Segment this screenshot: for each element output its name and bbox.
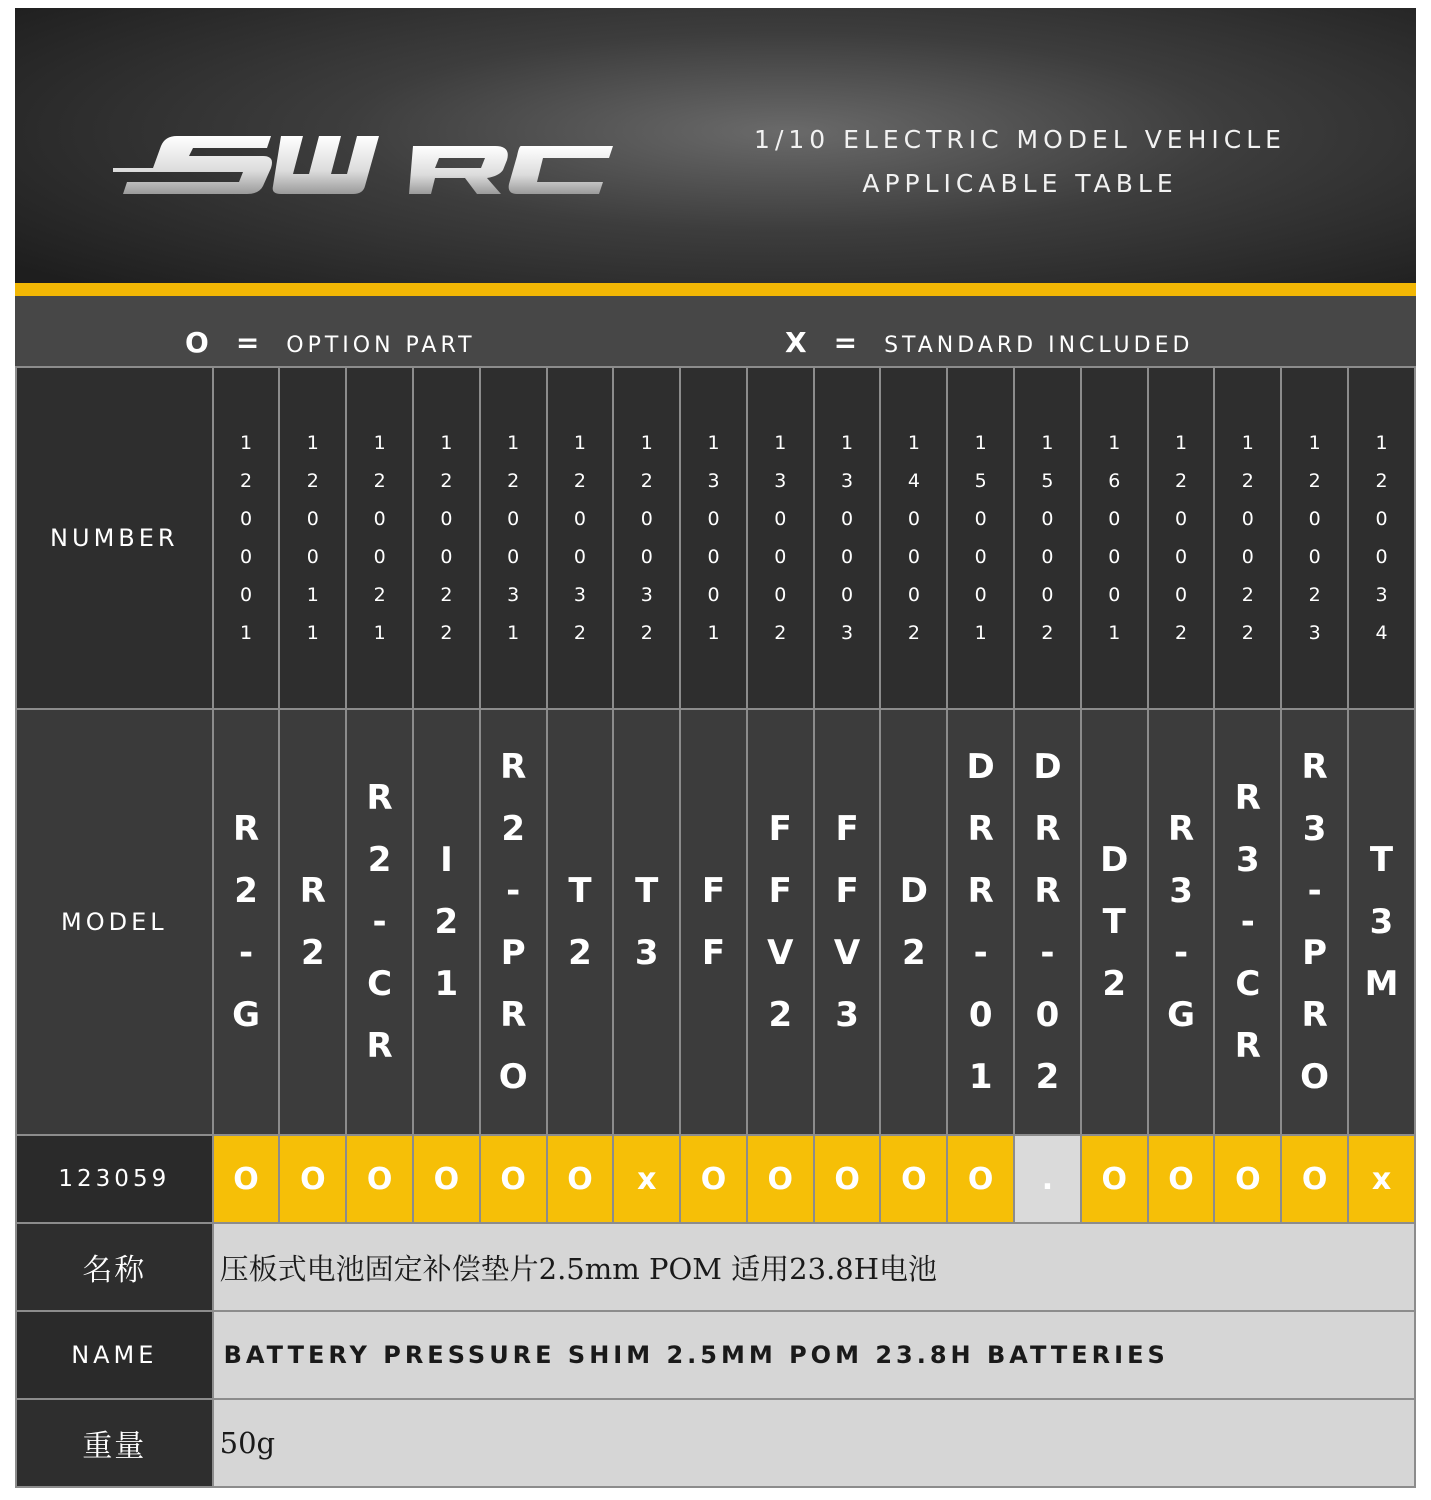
weight-label: 重量 xyxy=(16,1399,213,1487)
model-char: P xyxy=(1302,933,1328,973)
model-cell xyxy=(213,709,280,1135)
model-cell xyxy=(1281,709,1348,1135)
legend-option xyxy=(185,326,476,359)
model-char: 2 xyxy=(902,933,926,973)
mark-cell: O xyxy=(346,1135,413,1223)
model-char: R xyxy=(232,809,260,849)
number-char: 0 xyxy=(239,584,253,606)
model-char: R xyxy=(1301,995,1328,1035)
model-char: 3 xyxy=(1236,840,1260,880)
number-cell xyxy=(1014,367,1081,709)
mark-cell: O xyxy=(947,1135,1014,1223)
number-char: 1 xyxy=(373,432,386,454)
number-char: 0 xyxy=(841,508,854,530)
number-char: 0 xyxy=(841,584,854,606)
number-char: 0 xyxy=(306,546,319,568)
model-char: 1 xyxy=(434,964,459,1004)
number-char: 6 xyxy=(1108,470,1121,492)
number-cell xyxy=(747,367,814,709)
model-cell xyxy=(1014,709,1081,1135)
model-char: 3 xyxy=(634,933,659,973)
name-en-label: NAME xyxy=(16,1311,213,1399)
number-char: 1 xyxy=(974,432,987,454)
number-char: 0 xyxy=(440,546,453,568)
model-char: - xyxy=(372,902,387,942)
model-char: T xyxy=(635,871,659,911)
number-char: 0 xyxy=(907,546,920,568)
number-char: 2 xyxy=(373,470,386,492)
legend-standard-equals: = xyxy=(833,326,862,359)
number-char: 0 xyxy=(774,508,787,530)
model-char: O xyxy=(1300,1057,1330,1097)
model-char: R xyxy=(1234,778,1261,818)
header-title xyxy=(715,118,1325,206)
model-char: D xyxy=(1100,840,1129,880)
mark-cell: O xyxy=(1148,1135,1215,1223)
number-char: 2 xyxy=(373,584,386,606)
number-char: 1 xyxy=(707,432,720,454)
number-char: 0 xyxy=(774,584,787,606)
model-char: 2 xyxy=(434,902,459,942)
model-char: R xyxy=(500,747,527,787)
mark-cell: O xyxy=(880,1135,947,1223)
model-char: 2 xyxy=(1102,964,1127,1004)
model-cell xyxy=(1214,709,1281,1135)
legend-option-equals: = xyxy=(235,326,264,359)
legend-option-symbol: O xyxy=(185,326,213,359)
model-char: F xyxy=(835,871,859,911)
number-char: 4 xyxy=(907,470,920,492)
header-banner xyxy=(15,8,1416,283)
number-char: 2 xyxy=(573,622,587,644)
model-cell xyxy=(279,709,346,1135)
number-char: 1 xyxy=(507,622,520,644)
number-char: 2 xyxy=(573,470,587,492)
legend-bar xyxy=(15,296,1416,366)
number-char: 0 xyxy=(440,508,453,530)
number-char: 0 xyxy=(507,546,520,568)
number-cell xyxy=(1148,367,1215,709)
number-char: 2 xyxy=(1241,470,1254,492)
model-char: 2 xyxy=(1035,1057,1060,1097)
number-char: 0 xyxy=(974,508,987,530)
number-char: 1 xyxy=(907,432,920,454)
model-char: 3 xyxy=(1302,809,1327,849)
number-char: 1 xyxy=(1375,432,1388,454)
number-cell xyxy=(213,367,280,709)
part-row xyxy=(16,1135,1415,1223)
model-char: T xyxy=(1369,840,1394,880)
number-cell xyxy=(947,367,1014,709)
number-char: 2 xyxy=(774,622,787,644)
model-char: 2 xyxy=(300,933,325,973)
weight-value: 50g xyxy=(213,1399,1415,1487)
model-label: MODEL xyxy=(16,709,213,1135)
number-char: 0 xyxy=(573,546,587,568)
name-cn-label: 名称 xyxy=(16,1223,213,1311)
number-char: 2 xyxy=(1241,584,1254,606)
number-cell xyxy=(613,367,680,709)
number-char: 0 xyxy=(1375,508,1388,530)
model-char: V xyxy=(767,933,794,973)
number-char: 3 xyxy=(707,470,720,492)
model-char: D xyxy=(966,747,995,787)
number-char: 0 xyxy=(1041,508,1054,530)
number-char: 3 xyxy=(1308,622,1321,644)
number-label: NUMBER xyxy=(16,367,213,709)
number-cell xyxy=(346,367,413,709)
model-char: 0 xyxy=(968,995,993,1035)
number-char: 4 xyxy=(1375,622,1388,644)
number-char: 3 xyxy=(1375,584,1388,606)
name-en-row xyxy=(16,1311,1415,1399)
model-char: R xyxy=(1034,871,1061,911)
model-cell xyxy=(814,709,881,1135)
number-char: 0 xyxy=(373,508,386,530)
model-cell xyxy=(480,709,547,1135)
number-char: 5 xyxy=(974,470,987,492)
model-char: - xyxy=(506,871,521,911)
number-char: 2 xyxy=(1375,470,1388,492)
number-char: 0 xyxy=(640,546,653,568)
model-char: G xyxy=(1167,995,1196,1035)
number-char: 0 xyxy=(507,508,520,530)
model-row xyxy=(16,709,1415,1135)
number-char: 1 xyxy=(306,622,319,644)
mark-cell: O xyxy=(814,1135,881,1223)
number-cell xyxy=(1348,367,1415,709)
number-cell xyxy=(680,367,747,709)
number-char: 1 xyxy=(306,432,319,454)
number-char: 2 xyxy=(1175,622,1188,644)
number-char: 1 xyxy=(507,432,520,454)
number-char: 1 xyxy=(239,622,253,644)
mark-cell: . xyxy=(1014,1135,1081,1223)
model-char: - xyxy=(1040,933,1055,973)
number-char: 3 xyxy=(774,470,787,492)
mark-cell: O xyxy=(1281,1135,1348,1223)
accent-bar xyxy=(15,283,1416,296)
model-char: D xyxy=(1033,747,1062,787)
number-char: 2 xyxy=(907,622,920,644)
model-char: O xyxy=(498,1057,528,1097)
model-char: R xyxy=(366,1026,393,1066)
number-cell xyxy=(1281,367,1348,709)
number-char: 0 xyxy=(1241,508,1254,530)
model-char: R xyxy=(299,871,326,911)
number-cell xyxy=(880,367,947,709)
number-char: 2 xyxy=(1308,470,1321,492)
number-char: 0 xyxy=(907,508,920,530)
model-char: - xyxy=(1240,902,1255,942)
model-char: V xyxy=(833,933,861,973)
number-char: 0 xyxy=(373,546,386,568)
model-char: C xyxy=(367,964,393,1004)
model-char: - xyxy=(1173,933,1189,973)
model-char: F xyxy=(701,933,726,973)
model-cell xyxy=(613,709,680,1135)
swrc-logo xyxy=(113,116,613,206)
applicable-table-sheet xyxy=(15,8,1416,1488)
number-char: 2 xyxy=(1241,622,1254,644)
number-char: 1 xyxy=(974,622,987,644)
model-cell xyxy=(947,709,1014,1135)
number-char: 1 xyxy=(1175,432,1188,454)
model-char: G xyxy=(232,995,260,1035)
number-char: 0 xyxy=(1175,508,1188,530)
mark-cell: O xyxy=(213,1135,280,1223)
number-char: 2 xyxy=(640,622,653,644)
number-char: 1 xyxy=(373,622,386,644)
model-char: T xyxy=(568,871,592,911)
number-char: 0 xyxy=(707,584,720,606)
model-cell xyxy=(547,709,614,1135)
model-char: 1 xyxy=(968,1057,993,1097)
number-char: 0 xyxy=(1108,546,1121,568)
model-char: R xyxy=(967,871,994,911)
legend-standard xyxy=(785,326,1193,359)
model-char: - xyxy=(1307,871,1322,911)
model-char: 0 xyxy=(1035,995,1060,1035)
number-char: 1 xyxy=(1041,432,1054,454)
number-char: 3 xyxy=(841,622,854,644)
number-row xyxy=(16,367,1415,709)
mark-cell: x xyxy=(1348,1135,1415,1223)
number-char: 3 xyxy=(640,584,653,606)
number-cell xyxy=(547,367,614,709)
number-char: 1 xyxy=(774,432,787,454)
number-char: 1 xyxy=(440,432,453,454)
number-cell xyxy=(480,367,547,709)
model-cell xyxy=(880,709,947,1135)
mark-cell: O xyxy=(1081,1135,1148,1223)
model-char: 3 xyxy=(1169,871,1193,911)
number-cell xyxy=(814,367,881,709)
number-char: 1 xyxy=(306,584,319,606)
name-cn-row xyxy=(16,1223,1415,1311)
mark-cell: O xyxy=(413,1135,480,1223)
model-char: 2 xyxy=(568,933,592,973)
number-cell xyxy=(279,367,346,709)
model-char: 2 xyxy=(768,995,793,1035)
number-char: 2 xyxy=(306,470,319,492)
legend-standard-symbol: X xyxy=(785,326,811,359)
number-char: 0 xyxy=(1175,546,1188,568)
weight-row xyxy=(16,1399,1415,1487)
number-cell xyxy=(1081,367,1148,709)
number-char: 0 xyxy=(1308,546,1321,568)
mark-cell: x xyxy=(613,1135,680,1223)
legend-option-label: OPTION PART xyxy=(286,333,476,358)
number-char: 2 xyxy=(239,470,253,492)
model-char: R xyxy=(967,809,994,849)
number-char: 0 xyxy=(1241,546,1254,568)
model-cell xyxy=(747,709,814,1135)
model-char: T xyxy=(1102,902,1126,942)
model-cell xyxy=(413,709,480,1135)
model-char: R xyxy=(1167,809,1195,849)
number-char: 0 xyxy=(640,508,653,530)
number-char: 0 xyxy=(974,546,987,568)
model-cell xyxy=(1348,709,1415,1135)
number-char: 2 xyxy=(1175,470,1188,492)
model-char: F xyxy=(701,871,726,911)
number-char: 0 xyxy=(774,546,787,568)
model-char: - xyxy=(238,933,254,973)
number-char: 0 xyxy=(1108,584,1121,606)
mark-cell: O xyxy=(747,1135,814,1223)
model-char: F xyxy=(768,871,792,911)
model-char: F xyxy=(835,809,859,849)
part-number-label: 123059 xyxy=(16,1135,213,1223)
name-cn-value: 压板式电池固定补偿垫片2.5mm POM 适用23.8H电池 xyxy=(213,1223,1415,1311)
header-title-line2: APPLICABLE TABLE xyxy=(862,169,1178,198)
model-char: R xyxy=(1034,809,1061,849)
number-char: 0 xyxy=(707,508,720,530)
model-char: D xyxy=(899,871,928,911)
compatibility-table xyxy=(15,366,1416,1488)
model-char: 3 xyxy=(835,995,859,1035)
number-char: 1 xyxy=(707,622,720,644)
number-char: 2 xyxy=(1041,622,1054,644)
model-char: R xyxy=(500,995,527,1035)
number-char: 2 xyxy=(1308,584,1321,606)
number-char: 3 xyxy=(573,584,587,606)
model-cell xyxy=(346,709,413,1135)
number-char: 0 xyxy=(1375,546,1388,568)
number-char: 0 xyxy=(1308,508,1321,530)
number-char: 0 xyxy=(1108,508,1121,530)
number-char: 2 xyxy=(440,622,453,644)
model-char: - xyxy=(973,933,988,973)
model-char: P xyxy=(500,933,526,973)
number-char: 1 xyxy=(1108,432,1121,454)
model-cell xyxy=(1081,709,1148,1135)
number-char: 0 xyxy=(974,584,987,606)
model-char: 2 xyxy=(234,871,258,911)
number-char: 1 xyxy=(239,432,253,454)
number-char: 1 xyxy=(573,432,587,454)
mark-cell: O xyxy=(480,1135,547,1223)
mark-cell: O xyxy=(680,1135,747,1223)
number-cell xyxy=(1214,367,1281,709)
number-cell xyxy=(413,367,480,709)
model-cell xyxy=(1148,709,1215,1135)
model-char: C xyxy=(1235,964,1261,1004)
number-char: 0 xyxy=(907,584,920,606)
header-title-line1: 1/10 ELECTRIC MODEL VEHICLE xyxy=(754,125,1286,154)
model-char: F xyxy=(768,809,792,849)
model-cell xyxy=(680,709,747,1135)
model-char: 3 xyxy=(1369,902,1394,942)
number-char: 0 xyxy=(239,546,253,568)
number-char: 0 xyxy=(573,508,587,530)
number-char: 1 xyxy=(841,432,854,454)
number-char: 2 xyxy=(440,470,453,492)
number-char: 1 xyxy=(1241,432,1254,454)
model-char: R xyxy=(366,778,393,818)
number-char: 0 xyxy=(841,546,854,568)
number-char: 0 xyxy=(707,546,720,568)
legend-standard-label: STANDARD INCLUDED xyxy=(884,333,1194,358)
model-char: I xyxy=(440,840,453,880)
model-char: M xyxy=(1364,964,1399,1004)
model-char: R xyxy=(1301,747,1328,787)
model-char: R xyxy=(1234,1026,1261,1066)
mark-cell: O xyxy=(1214,1135,1281,1223)
mark-cell: O xyxy=(279,1135,346,1223)
number-char: 0 xyxy=(1175,584,1188,606)
number-char: 0 xyxy=(239,508,253,530)
mark-cell: O xyxy=(547,1135,614,1223)
number-char: 5 xyxy=(1041,470,1054,492)
model-char: 2 xyxy=(501,809,526,849)
number-char: 0 xyxy=(1041,584,1054,606)
number-char: 3 xyxy=(841,470,854,492)
model-char: 2 xyxy=(367,840,392,880)
number-char: 1 xyxy=(1308,432,1321,454)
name-en-value: BATTERY PRESSURE SHIM 2.5MM POM 23.8H BATTERIES xyxy=(213,1311,1415,1399)
number-char: 1 xyxy=(640,432,653,454)
number-char: 0 xyxy=(306,508,319,530)
number-char: 1 xyxy=(1108,622,1121,644)
number-char: 2 xyxy=(507,470,520,492)
number-char: 2 xyxy=(440,584,453,606)
number-char: 3 xyxy=(507,584,520,606)
number-char: 2 xyxy=(640,470,653,492)
number-char: 0 xyxy=(1041,546,1054,568)
